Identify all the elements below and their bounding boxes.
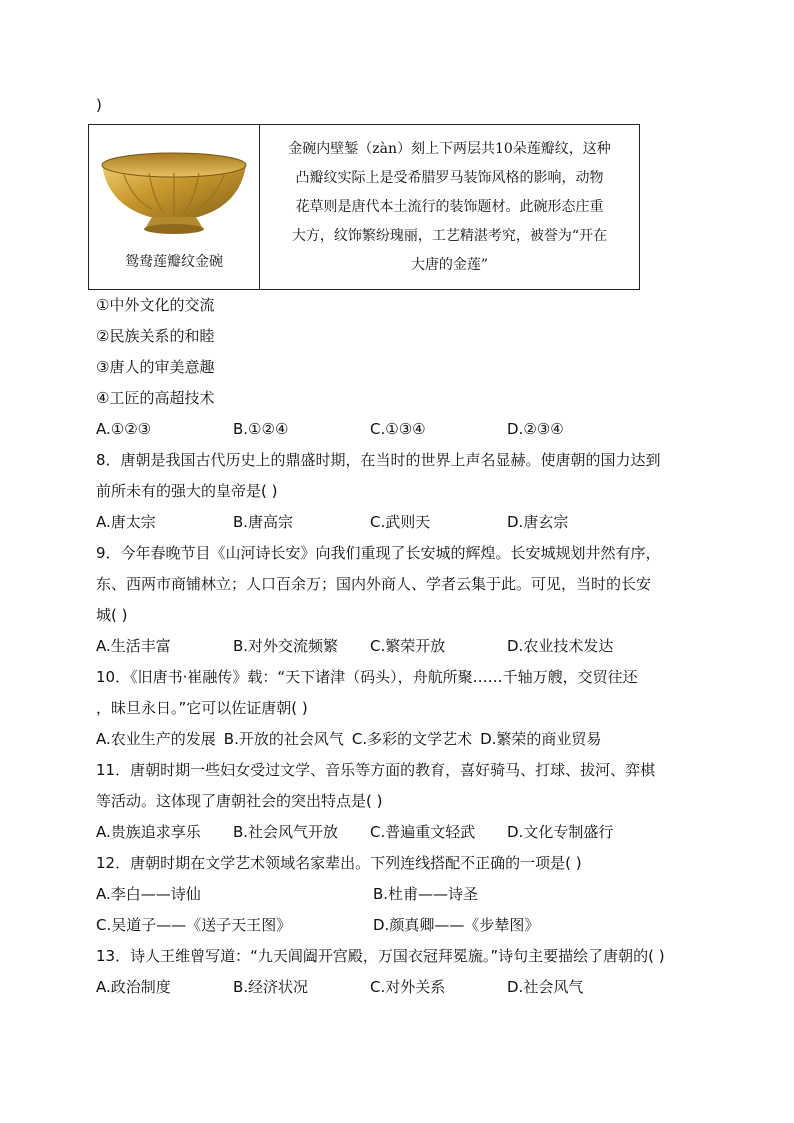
artifact-description — [260, 125, 640, 290]
option-b[interactable]: B.对外交流频繁 — [233, 637, 339, 655]
q8-stem: 8．唐朝是我国古代历史上的鼎盛时期，在当时的世界上声名显赫。使唐朝的国力达到 — [96, 451, 661, 469]
golden-bowl-image — [94, 143, 254, 241]
option-a[interactable]: A.贵族追求享乐 — [96, 823, 201, 841]
q9-stem: 9．今年春晚节目《山河诗长安》向我们重现了长安城的辉煌。长安城规划井然有序， — [96, 544, 661, 562]
q13-options — [96, 972, 706, 1003]
q10-stem: ，昧旦永日。”它可以佐证唐朝( ) — [96, 699, 308, 717]
option-d[interactable]: D.繁荣的商业贸易 — [480, 730, 602, 748]
option-d[interactable]: D.②③④ — [507, 420, 564, 438]
q11-stem: 11．唐朝时期一些妇女受过文学、音乐等方面的教育，喜好骑马、打球、拔河、弈棋 — [96, 761, 656, 779]
option-d[interactable]: D.农业技术发达 — [507, 637, 614, 655]
option-c[interactable]: C.①③④ — [370, 420, 426, 438]
q9-stem: 城( ) — [96, 606, 128, 624]
q12-options-row2 — [96, 910, 706, 941]
artifact-image-cell — [89, 125, 260, 290]
artifact-info-table — [88, 124, 640, 290]
option-a[interactable]: A.政治制度 — [96, 978, 171, 996]
q7-options — [96, 414, 706, 445]
q10-stem: 10．《旧唐书·崔融传》载：“天下诸津（码头），舟航所聚……千轴万艘，交贸往还 — [96, 668, 638, 686]
option-c[interactable]: C.繁荣开放 — [370, 637, 446, 655]
option-d[interactable]: D.社会风气 — [507, 978, 584, 996]
q7-item: ②民族关系的和睦 — [96, 327, 215, 345]
q12-stem: 12．唐朝时期在文学艺术领域名家辈出。下列连线搭配不正确的一项是( ) — [96, 854, 582, 872]
option-a[interactable]: A.李白——诗仙 — [96, 885, 201, 903]
option-b[interactable]: B.经济状况 — [233, 978, 309, 996]
artifact-image-caption: 鸳鸯莲瓣纹金碗 — [125, 254, 223, 270]
q11-stem: 等活动。这体现了唐朝社会的突出特点是( ) — [96, 792, 383, 810]
q13-stem: 13．诗人王维曾写道：“九天阊阖开宫殿，万国衣冠拜冕旒。”诗句主要描绘了唐朝的( ) — [96, 947, 665, 965]
q7-item: ③唐人的审美意趣 — [96, 358, 215, 376]
option-b[interactable]: B.开放的社会风气 — [223, 730, 344, 748]
option-a[interactable]: A.生活丰富 — [96, 637, 171, 655]
option-c[interactable]: C.普遍重文轻武 — [370, 823, 476, 841]
q11-options — [96, 817, 706, 848]
description-line: 大唐的金莲” — [410, 256, 489, 273]
option-c[interactable]: C.对外关系 — [370, 978, 446, 996]
q9-options — [96, 631, 706, 662]
q7-item: ④工匠的高超技术 — [96, 389, 215, 407]
questions-body — [96, 290, 706, 1003]
option-a[interactable]: A.农业生产的发展 — [96, 730, 216, 748]
description-line: 凸瓣纹实际上是受希腊罗马装饰风格的影响，动物 — [295, 169, 604, 186]
option-c[interactable]: C.多彩的文学艺术 — [351, 730, 473, 748]
option-b[interactable]: B.社会风气开放 — [233, 823, 339, 841]
q10-options — [96, 724, 706, 755]
option-a[interactable]: A.①②③ — [96, 420, 152, 438]
question-fragment: ) — [96, 96, 102, 114]
option-a[interactable]: A.唐太宗 — [96, 513, 156, 531]
description-line: 金碗内壁錾（zàn）刻上下两层共10朵莲瓣纹，这种 — [288, 140, 611, 157]
q8-options — [96, 507, 706, 538]
description-line: 花草则是唐代本土流行的装饰题材。此碗形态庄重 — [295, 198, 604, 215]
q12-options-row1 — [96, 879, 706, 910]
option-d[interactable]: D.文化专制盛行 — [507, 823, 614, 841]
q8-stem: 前所未有的强大的皇帝是( ) — [96, 482, 278, 500]
description-line: 大方，纹饰繁纷瑰丽，工艺精湛考究，被誉为“开在 — [291, 227, 608, 244]
option-c[interactable]: C.武则天 — [370, 513, 431, 531]
option-b[interactable]: B.唐高宗 — [233, 513, 294, 531]
q7-item: ①中外文化的交流 — [96, 296, 215, 314]
option-d[interactable]: D.唐玄宗 — [507, 513, 569, 531]
option-b[interactable]: B.杜甫——诗圣 — [373, 885, 479, 903]
option-c[interactable]: C.吴道子——《送子天王图》 — [96, 916, 292, 934]
option-b[interactable]: B.①②④ — [233, 420, 289, 438]
q9-stem: 东、西两市商铺林立；人口百余万；国内外商人、学者云集于此。可见，当时的长安 — [96, 575, 652, 593]
option-d[interactable]: D.颜真卿——《步辇图》 — [373, 916, 540, 934]
